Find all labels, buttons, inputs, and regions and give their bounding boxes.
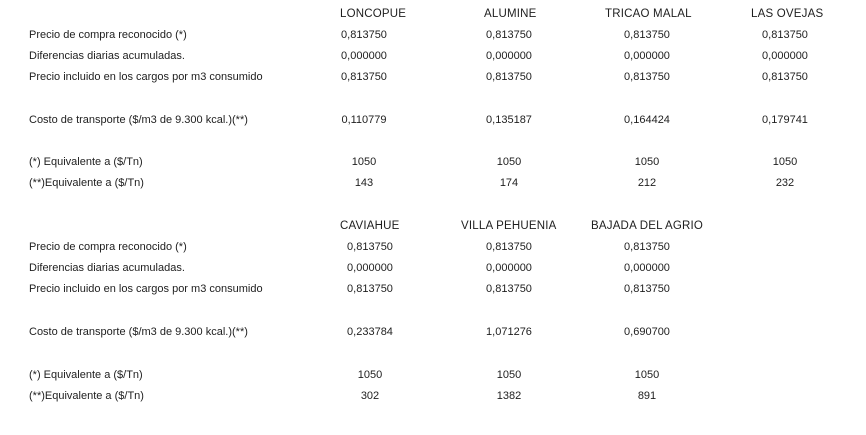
row-label-precio-incluido: Precio incluido en los cargos por m3 consumido [29, 71, 263, 83]
table-cell: 1050 [634, 369, 660, 381]
column-header-alumine: ALUMINE [484, 8, 537, 20]
column-header-bajada-del-agrio: BAJADA DEL AGRIO [591, 220, 704, 232]
table-cell: 0,813750 [486, 241, 532, 253]
table-cell: 0,813750 [486, 71, 532, 83]
table-cell: 1050 [357, 369, 383, 381]
column-header-tricao-malal: TRICAO MALAL [605, 8, 692, 20]
column-header-loncopue: LONCOPUE [340, 8, 407, 20]
row-label-precio-incluido: Precio incluido en los cargos por m3 consumido [29, 283, 263, 295]
table-cell: 1050 [351, 156, 377, 168]
table-cell: 0,000000 [486, 262, 532, 274]
row-label-diferencias: Diferencias diarias acumuladas. [29, 50, 185, 62]
table-cell: 0,000000 [624, 50, 670, 62]
table-cell: 0,813750 [341, 29, 387, 41]
table-cell: 0,000000 [624, 262, 670, 274]
table-cell: 0,813750 [762, 29, 808, 41]
row-label-equivalente-2: (**)Equivalente a ($/Tn) [29, 177, 144, 189]
table-cell: 0,233784 [347, 326, 393, 338]
column-header-las-ovejas: LAS OVEJAS [751, 8, 824, 20]
row-label-costo-transporte: Costo de transporte ($/m3 de 9.300 kcal.)(**) [29, 114, 248, 126]
table-cell: 0,000000 [486, 50, 532, 62]
table-cell: 1050 [496, 156, 522, 168]
table-cell: 0,164424 [624, 114, 670, 126]
table-cell: 0,813750 [624, 241, 670, 253]
table-cell: 0,813750 [341, 71, 387, 83]
table-cell: 891 [637, 390, 657, 402]
table-cell: 0,813750 [762, 71, 808, 83]
table-cell: 0,813750 [486, 283, 532, 295]
table-cell: 0,813750 [486, 29, 532, 41]
row-label-costo-transporte: Costo de transporte ($/m3 de 9.300 kcal.)(**) [29, 326, 248, 338]
table-cell: 1382 [496, 390, 522, 402]
table-cell: 0,000000 [347, 262, 393, 274]
table-cell: 0,813750 [347, 283, 393, 295]
table-cell: 0,813750 [624, 71, 670, 83]
row-label-equivalente-1: (*) Equivalente a ($/Tn) [29, 369, 143, 381]
table-cell: 0,000000 [762, 50, 808, 62]
column-header-villa-pehuenia: VILLA PEHUENIA [461, 220, 557, 232]
row-label-precio-compra: Precio de compra reconocido (*) [29, 241, 187, 253]
table-cell: 232 [775, 177, 795, 189]
table-cell: 212 [637, 177, 657, 189]
table-cell: 0,110779 [341, 114, 387, 126]
table-cell: 143 [354, 177, 374, 189]
table-cell: 0,135187 [486, 114, 532, 126]
table-cell: 174 [499, 177, 519, 189]
row-label-diferencias: Diferencias diarias acumuladas. [29, 262, 185, 274]
row-label-equivalente-2: (**)Equivalente a ($/Tn) [29, 390, 144, 402]
table-cell: 0,179741 [762, 114, 808, 126]
table-cell: 0,813750 [347, 241, 393, 253]
table-cell: 1050 [772, 156, 798, 168]
row-label-equivalente-1: (*) Equivalente a ($/Tn) [29, 156, 143, 168]
table-cell: 0,000000 [341, 50, 387, 62]
table-cell: 0,690700 [624, 326, 670, 338]
table-cell: 302 [360, 390, 380, 402]
table-cell: 1050 [634, 156, 660, 168]
column-header-caviahue: CAVIAHUE [340, 220, 400, 232]
table-cell: 0,813750 [624, 283, 670, 295]
table-cell: 1050 [496, 369, 522, 381]
table-cell: 1,071276 [486, 326, 532, 338]
table-cell: 0,813750 [624, 29, 670, 41]
row-label-precio-compra: Precio de compra reconocido (*) [29, 29, 187, 41]
